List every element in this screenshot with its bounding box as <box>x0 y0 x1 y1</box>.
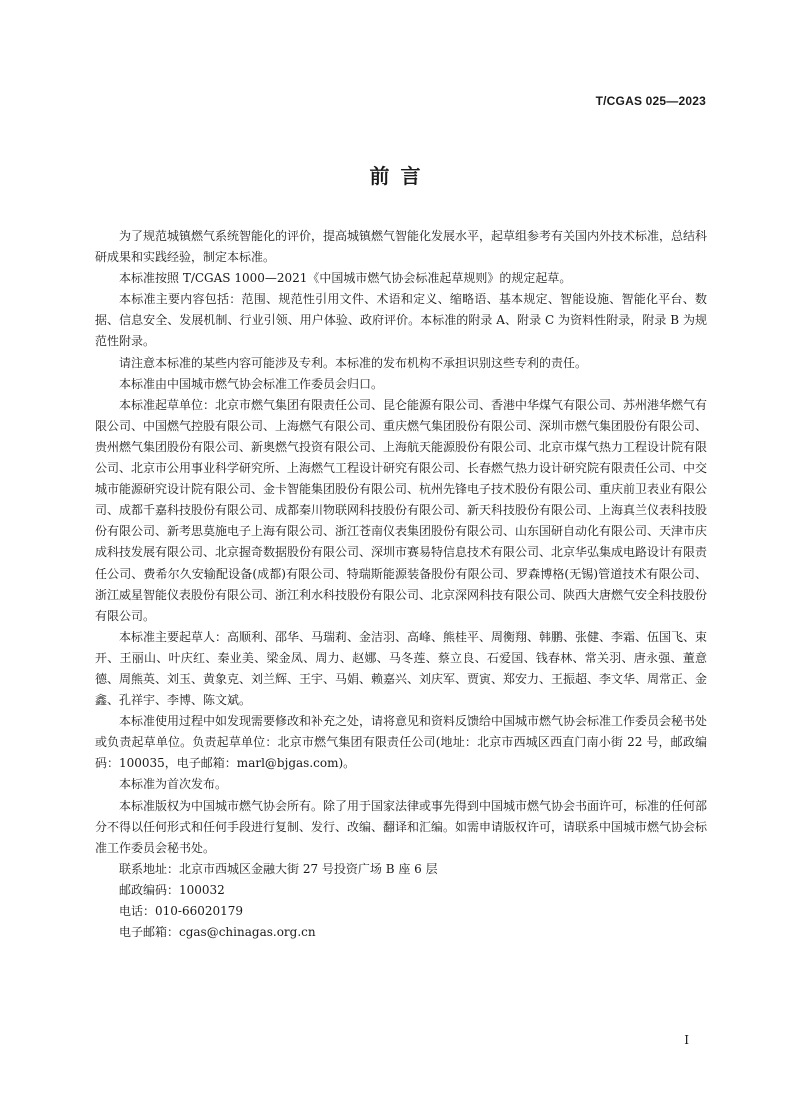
page-title: 前 言 <box>369 164 423 188</box>
foreword-body <box>95 226 707 943</box>
contact-phone: 电话：010-66020179 <box>119 904 244 918</box>
standard-number: T/CGAS 025—2023 <box>595 94 706 108</box>
paragraph-contents: 本标准主要内容包括：范围、规范性引用文件、术语和定义、缩略语、基本规定、智能设施、智能化平台、数据、信息安全、发展机制、行业引领、用户体验、政府评价。本标准的附录 A、附录 C 为资料性附录，附录 B 为规范性附录。 <box>95 292 707 349</box>
paragraph-administration: 本标准由中国城市燃气协会标准工作委员会归口。 <box>119 376 384 391</box>
paragraph-drafters: 本标准主要起草人：高顺利、邵华、马瑞莉、金洁羽、高峰、熊桂平、周衡翔、韩鹏、张健、李霜、伍国飞、束开、王丽山、叶庆红、秦业美、梁金凤、周力、赵娜、马冬莲、蔡立良、石爱国、钱春林、常关羽、唐永强、董意德、周熊英、刘玉、黄象克、刘兰辉、王宇、马娟、赖嘉兴、刘庆军、贾寅、郑安力、王振超、李文华、周常正、金鑫、孔祥宇、李博、陈文斌。 <box>95 629 708 708</box>
paragraph-patent-notice: 请注意本标准的某些内容可能涉及专利。本标准的发布机构不承担识别这些专利的责任。 <box>119 355 588 370</box>
contact-postcode: 邮政编码：100032 <box>119 882 225 897</box>
paragraph-drafting-units: 本标准起草单位：北京市燃气集团有限责任公司、昆仑能源有限公司、香港中华煤气有限公司、苏州港华燃气有限公司、中国燃气控股有限公司、上海燃气有限公司、重庆燃气集团股份有限公司、深圳市燃气集团股份有限公司、贵州燃气集团股份有限公司、新奥燃气投资有限公司、上海航天能源股份有限公司、北京市煤气热力工程设计院有限公司、北京市公用事业科学研究所、上海燃气工程设计研究有限公司、长春燃气热力设计研究院有限责任公司、中交城市能源研究设计院有限公司、金卡智能集团股份有限公司、杭州先锋电子技术股份有限公司、重庆前卫表业有限公司、成都千嘉科技股份有限公司、成都秦川物联网科技股份有限公司、新天科技股份有限公司、上海真兰仪表科技股份有限公司、新考思莫施电子上海有限公司、浙江苍南仪表集团股份有限公司、山东国研自动化有限公司、天津市庆成科技发展有限公司、北京握奇数据股份有限公司、深圳市赛易特信息技术有限公司、北京华弘集成电路设计有限责任公司、费希尔久安输配设备(成都)有限公司、特瑞斯能源装备股份有限公司、罗森博格(无锡)管道技术有限公司、浙江威星智能仪表股份有限公司、浙江利水科技股份有限公司、北京深网科技有限公司、陕西大唐燃气安全科技股份有限公司。 <box>95 397 708 623</box>
paragraph-copyright: 本标准版权为中国城市燃气协会所有。除了用于国家法律或事先得到中国城市燃气协会书面许可，标准的任何部分不得以任何形式和任何手段进行复制、发行、改编、翻译和汇编。如需申请版权许可，请联系中国城市燃气协会标准工作委员会秘书处。 <box>95 798 708 855</box>
contact-address: 联系地址：北京市西城区金融大街 27 号投资广场 B 座 6 层 <box>119 861 438 876</box>
paragraph-feedback: 本标准使用过程中如发现需要修改和补充之处，请将意见和资料反馈给中国城市燃气协会标准工作委员会秘书处或负责起草单位。负责起草单位：北京市燃气集团有限责任公司(地址：北京市西城区西直门南小街 22 号，邮政编码：100035，电子邮箱：marl@bjgas.com)。 <box>95 714 708 771</box>
page-number: I <box>684 1033 689 1047</box>
paragraph-purpose: 为了规范城镇燃气系统智能化的评价，提高城镇燃气智能化发展水平，起草组参考有关国内外技术标准，总结科研成果和实践经验，制定本标准。 <box>95 229 708 265</box>
paragraph-first-release: 本标准为首次发布。 <box>119 777 228 792</box>
paragraph-drafting-rules: 本标准按照 T/CGAS 1000—2021《中国城市燃气协会标准起草规则》的规定起草。 <box>119 271 572 286</box>
contact-email: 电子邮箱：cgas@chinagas.org.cn <box>119 925 316 940</box>
